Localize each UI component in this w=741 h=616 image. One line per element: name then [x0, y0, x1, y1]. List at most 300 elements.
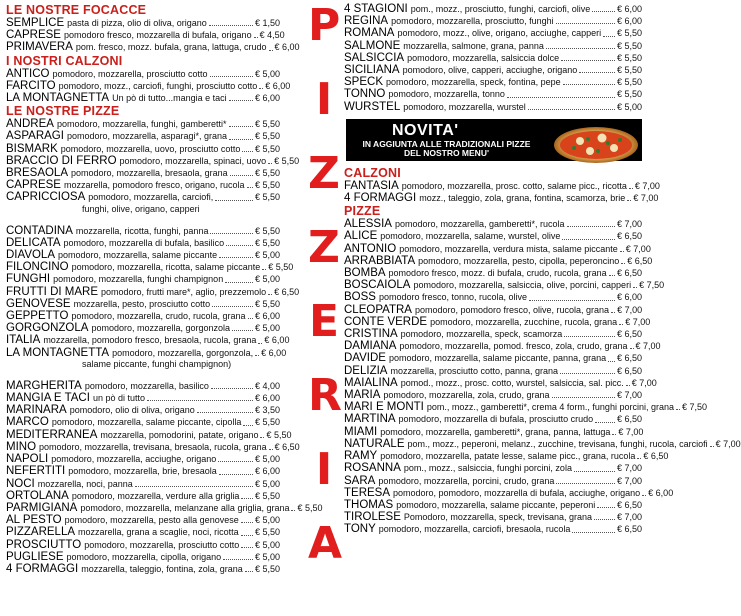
item-name: TIROLESE: [344, 511, 401, 524]
menu-item: [6, 440, 300, 453]
dot-leader: [291, 510, 295, 511]
menu-item: [6, 79, 291, 92]
dot-leader: [529, 300, 615, 301]
item-name: CLEOPATRA: [344, 303, 412, 316]
menu-item: [344, 450, 669, 463]
menu-item: [6, 392, 280, 404]
menu-item: [344, 475, 642, 487]
item-description: pomodoro, mozz., carciofi, funghi, prosciutto cotto: [58, 80, 258, 91]
item-name: CAPRESE: [6, 179, 61, 192]
item-price: € 5,50: [254, 131, 280, 142]
menu-item: [344, 315, 651, 328]
item-price: € 6,00: [254, 393, 280, 404]
item-name: BRACCIO DI FERRO: [6, 154, 117, 167]
menu-item: [344, 413, 642, 425]
item-description: pomodoro, mozzarella, tonno: [388, 89, 505, 100]
item-price: € 5,50: [254, 490, 280, 501]
dot-leader: [626, 385, 630, 386]
item-description: pomodoro, mozzarella, verdura mista, salame piccante: [399, 243, 618, 254]
item-name: AL PESTO: [6, 514, 62, 527]
dot-leader: [710, 446, 714, 447]
item-description: pomodoro, mozzarella, salame, wurstel, olive: [380, 231, 561, 242]
dot-leader: [242, 151, 253, 152]
item-price: € 5,50: [616, 28, 642, 39]
dot-leader: [556, 23, 615, 24]
dot-leader: [210, 76, 253, 77]
dot-leader: [637, 458, 641, 459]
menu-item: [6, 191, 280, 203]
menu-item: [6, 130, 280, 142]
menu-item: [6, 334, 290, 347]
item-name: NOCI: [6, 477, 35, 490]
item-price: € 7,00: [715, 438, 741, 449]
dot-leader: [210, 233, 253, 234]
item-name: BOSCAIOLA: [344, 279, 411, 292]
item-name: DAMIANA: [344, 340, 397, 353]
item-description: pomodoro, mozzarella, salame piccante: [58, 250, 218, 261]
menu-item: [344, 52, 642, 64]
novita-banner: [346, 119, 642, 161]
item-name: PIZZARELLA: [6, 526, 76, 539]
item-name: ORTOLANA: [6, 489, 69, 502]
menu-item: [344, 499, 642, 511]
menu-item: [6, 563, 280, 575]
item-price: € 5,50: [297, 502, 323, 513]
menu-item: [344, 279, 665, 292]
item-name: MARIA: [344, 389, 381, 402]
item-description: pom., mozz., gamberetti*, crema 4 form., funghi porcini, grana: [426, 402, 674, 413]
item-description: pomodoro, mozzarella, gorgonzola,: [112, 347, 254, 358]
item-description: pomodoro, olive, capperi, acciughe, origano: [402, 65, 578, 76]
item-price: € 5,50: [616, 52, 642, 63]
item-price: € 6,00: [616, 4, 642, 14]
menu-item: [6, 346, 287, 359]
item-description: pomodoro, mozzarella, salame piccante, peperoni: [396, 499, 596, 510]
item-name: LA MONTAGNETTA: [6, 346, 110, 359]
menu-item: [6, 29, 285, 42]
menu-item: [344, 192, 659, 205]
menu-item: [6, 514, 280, 526]
item-description: pomodoro, mozzarella, patate lesse, salame picc., grana, rucola: [380, 451, 636, 462]
focacce-list: [6, 17, 300, 54]
item-description: un pò di tutto: [92, 393, 145, 404]
item-description: Pomodoro, mozzarella, speck, trevisana, grana: [403, 512, 592, 523]
dot-leader: [219, 474, 253, 475]
item-description: pomodoro, mozzarella, salame piccante, cipolla: [51, 417, 242, 428]
item-description: Un pò di tutto...mangia e taci: [112, 93, 227, 104]
item-name: MARTINA: [344, 413, 396, 426]
item-description: pomodoro, mozz., olive, origano, acciughe, capperi: [397, 28, 602, 39]
item-description: pomodoro, pomodoro, mozzarella di bufala, acciughe, origano: [393, 487, 641, 498]
item-description: mozzarella, grana a scaglie, noci, ricotta: [78, 527, 239, 538]
item-description: mozzarella, prosciutto cotto, panna, grana: [390, 365, 559, 376]
item-name: DAVIDE: [344, 352, 386, 365]
dot-leader: [229, 139, 253, 140]
item-name: BISMARK: [6, 142, 58, 155]
dot-leader: [629, 188, 633, 189]
item-description-continued: funghi, olive, origano, capperi: [82, 203, 200, 214]
item-price: € 5,50: [254, 563, 280, 574]
menu-item: [6, 167, 280, 179]
item-name: ANTICO: [6, 67, 50, 80]
item-price: € 1,50: [254, 18, 280, 28]
item-price: € 6,00: [264, 335, 290, 346]
vertical-letter: Z: [308, 148, 340, 199]
item-price: € 7,00: [631, 377, 657, 388]
menu-item: [6, 322, 280, 334]
item-price: € 6,00: [261, 347, 287, 358]
item-description: pom. fresco, mozz. bufala, grana, lattuga, crudo: [75, 42, 267, 53]
item-description: pomodoro, mozzarella, gorgonzola: [91, 323, 231, 334]
item-price: € 5,00: [254, 539, 280, 550]
item-description: pomodoro, mozzarella di bufala, basilico: [63, 237, 225, 248]
item-price: € 7,00: [616, 512, 642, 523]
item-description: pomodoro, mozzarella, bresaola, grana: [71, 168, 228, 179]
item-price: € 5,00: [254, 250, 280, 261]
item-description: pomodoro, mozzarella di bufala, prosciutto crudo: [398, 414, 594, 425]
item-price: € 5,50: [254, 527, 280, 538]
dot-leader: [255, 355, 259, 356]
section-title-pizze: LE NOSTRE PIZZE: [6, 104, 120, 119]
item-price: € 5,00: [254, 274, 280, 285]
item-price: € 6,00: [254, 466, 280, 477]
item-name: FANTASIA: [344, 179, 399, 192]
dot-leader: [595, 422, 615, 423]
item-description: pomodoro, mozzarella, carciofi,: [88, 192, 214, 203]
item-name: MARINARA: [6, 404, 67, 417]
section-title-focacce: LE NOSTRE FOCACCE: [6, 3, 147, 17]
vertical-letter: E: [308, 296, 340, 347]
menu-item: [6, 380, 280, 392]
menu-item: [344, 76, 642, 88]
item-name: MAIALINA: [344, 376, 398, 389]
item-description: pomodoro, mozzarella, pesto alla genovese: [64, 515, 239, 526]
item-name: PUGLIESE: [6, 550, 64, 563]
dot-leader: [241, 522, 253, 523]
item-name: PARMIGIANA: [6, 501, 78, 514]
item-description: pomodoro, mozzarella, crudo, rucola, grana: [71, 311, 246, 322]
item-description: pomod., mozz., prosc. cotto, wurstel, salsiccia, sal. picc.: [400, 377, 624, 388]
item-price: € 7,00: [616, 390, 642, 401]
vertical-letter: P: [308, 0, 341, 51]
dot-leader: [269, 449, 273, 450]
item-description: mozzarella, pomodoro fresco, origano, rucola: [63, 180, 245, 191]
dot-leader: [627, 200, 631, 201]
menu-item: [344, 267, 642, 279]
item-price: € 6,50: [274, 286, 300, 297]
dot-leader: [630, 348, 634, 349]
item-name: NATURALE: [344, 437, 405, 450]
item-price: € 5,50: [254, 225, 280, 236]
menu-item: [344, 523, 642, 535]
menu-item: [344, 352, 642, 364]
menu-item: [344, 340, 661, 353]
item-name: SALMONE: [344, 39, 401, 52]
item-price: € 6,00: [616, 292, 642, 303]
item-description: pomodoro, mozzarella, trevisana, bresaola, rucola, grana: [39, 441, 267, 452]
spacer: [6, 215, 280, 225]
menu-item: [344, 179, 660, 192]
item-price: € 5,50: [254, 237, 280, 248]
item-description: pomodoro, mozzarella, acciughe, origano: [51, 454, 217, 465]
vertical-title-pizzeria: [300, 0, 344, 614]
dot-leader: [560, 373, 615, 374]
item-description: pomodoro, mozzarella, prosciutto cotto: [84, 539, 240, 550]
dot-leader: [219, 257, 253, 258]
menu-item: [6, 501, 323, 514]
item-description: pomodoro, mozzarella, pomod. fresco, zola, crudo, grana: [399, 341, 628, 352]
item-price: € 6,00: [265, 80, 291, 91]
item-name: CRISTINA: [344, 328, 398, 341]
item-name: ROSANNA: [344, 462, 401, 475]
item-price: € 5,50: [254, 417, 280, 428]
item-price: € 5,50: [268, 262, 294, 273]
item-description: pomodoro, mozzarella, zola, crudo, grana: [383, 390, 550, 401]
dot-leader: [507, 97, 615, 98]
menu-item: [6, 453, 280, 465]
dot-leader: [215, 200, 253, 201]
item-name: CONTADINA: [6, 224, 73, 237]
dot-leader: [212, 306, 253, 307]
item-description: pomodoro, mozzarella, salame piccante, panna, grana: [388, 353, 607, 364]
item-name: SALSICCIA: [344, 51, 405, 64]
item-name: SPECK: [344, 76, 383, 89]
menu-item: [6, 298, 280, 310]
spacer: [6, 370, 280, 380]
dot-leader: [528, 109, 615, 110]
item-price: € 5,00: [254, 551, 280, 562]
item-description: pomodoro, mozzarella, carciofi, bresaola, rucola: [378, 524, 571, 535]
item-price: € 5,00: [616, 101, 642, 112]
item-name: FARCITO: [6, 79, 56, 92]
item-price: € 5,50: [616, 89, 642, 100]
item-description: pomodoro, mozzarella, gamberetti*, rucola: [394, 219, 565, 230]
menu-item: [6, 404, 280, 416]
dot-leader: [243, 425, 253, 426]
item-name: FILONCINO: [6, 261, 69, 274]
menu-item: [344, 437, 741, 450]
item-description: mozz., taleggio, zola, grana, fontina, scamorza, brie: [419, 193, 626, 204]
item-name: BOMBA: [344, 267, 386, 280]
dot-leader: [676, 409, 680, 410]
item-description: pomodoro, mozzarella, ricotta, salame piccante: [71, 262, 261, 273]
dot-leader: [241, 535, 253, 536]
menu-item: [344, 64, 642, 76]
item-price: € 7,00: [616, 463, 642, 474]
item-description: pomodoro, mozzarella, basilico: [84, 380, 209, 391]
menu-item: [344, 486, 674, 499]
item-description: pomodoro, mozzarella, porcini, crudo, grana: [378, 475, 555, 486]
item-description: pomodoro, mozzarella, asparagi*, grana: [66, 131, 228, 142]
dot-leader: [603, 36, 615, 37]
item-price: € 5,50: [254, 119, 280, 130]
banner-subtitle: IN AGGIUNTA ALLE TRADIZIONALI PIZZE DEL NOSTRO MENU': [362, 138, 531, 159]
dot-leader: [612, 434, 616, 435]
item-price: € 5,50: [266, 429, 292, 440]
item-name: ITALIA: [6, 334, 41, 347]
item-name: ASPARAGI: [6, 130, 64, 143]
dot-leader: [561, 60, 615, 61]
item-name: ARRABBIATA: [344, 254, 416, 267]
item-name: GORGONZOLA: [6, 322, 89, 335]
dot-leader: [209, 25, 253, 26]
menu-item: [344, 462, 642, 474]
dot-leader: [245, 571, 253, 572]
item-name: SICILIANA: [344, 64, 400, 77]
item-description: pomodoro, mozzarella, salsiccia dolce: [407, 52, 560, 63]
menu-item: [6, 261, 294, 274]
menu-item: [344, 401, 708, 414]
menu-item: [344, 242, 651, 255]
item-description: pomodoro, pomodoro fresco, olive, rucola, grana: [414, 304, 610, 315]
item-description: pomodoro, olio di oliva, origano: [69, 405, 195, 416]
dot-leader: [608, 361, 615, 362]
menu-item: [344, 376, 657, 389]
banner-title: NOVITA': [392, 121, 459, 139]
dot-leader: [229, 100, 253, 101]
item-description-continued: salame piccante, funghi champignon): [82, 358, 232, 369]
dot-leader: [260, 437, 264, 438]
dot-leader: [564, 336, 615, 337]
menu-item: [6, 428, 292, 441]
item-price: € 5,00: [254, 454, 280, 465]
item-price: € 5,50: [254, 298, 280, 309]
dot-leader: [611, 312, 615, 313]
menu-item: [6, 310, 280, 322]
item-price: € 3,50: [254, 405, 280, 416]
vertical-letter: Z: [308, 222, 340, 273]
item-name: ROMANA: [344, 27, 395, 40]
menu-item: [6, 249, 280, 261]
menu-item: [344, 254, 653, 267]
item-name: CAPRESE: [6, 29, 61, 42]
item-name: SARA: [344, 474, 376, 487]
item-name: FUNGHI: [6, 273, 51, 286]
item-price: € 6,00: [254, 93, 280, 104]
item-price: € 6,00: [274, 42, 300, 53]
item-description: mozzarella, pomodorini, patate, origano: [100, 429, 259, 440]
item-description: pomodoro, mozzarella, gamberetti*, grana, panna, lattuga: [380, 426, 611, 437]
item-price: € 5,00: [254, 478, 280, 489]
item-name: REGINA: [344, 15, 389, 28]
dot-leader: [268, 294, 272, 295]
item-name: MIAMI: [344, 425, 378, 438]
menu-item: [344, 291, 642, 303]
item-description: pomodoro, mozzarella, zucchine, rucola, grana: [430, 316, 618, 327]
item-description: pasta di pizza, olio di oliva, origano: [67, 18, 207, 28]
menu-item: [344, 40, 642, 52]
vertical-letter: A: [308, 518, 343, 569]
dot-leader: [241, 498, 253, 499]
item-description: mozzarella, pomodoro fresco, bresaola, rucola, grana: [43, 335, 257, 346]
menu-item: [344, 101, 642, 113]
item-price: € 6,00: [616, 16, 642, 27]
item-name: FRUTTI DI MARE: [6, 285, 98, 298]
pizze-list-top: [344, 3, 642, 113]
item-name: MEDITERRANEA: [6, 428, 98, 441]
item-price: € 7,00: [618, 426, 644, 437]
item-description: pomodoro, mozzarella, funghi, gamberetti*: [56, 119, 227, 130]
pizze-list-a: [6, 118, 300, 214]
item-price: € 7,00: [616, 475, 642, 486]
item-name: DIAVOLA: [6, 249, 55, 262]
item-price: € 6,50: [616, 499, 642, 510]
dot-leader: [633, 287, 637, 288]
dot-leader: [621, 263, 625, 264]
menu-item: [6, 273, 280, 285]
item-name: BRESAOLA: [6, 167, 68, 180]
item-price: € 6,50: [616, 231, 642, 242]
item-name: MARGHERITA: [6, 379, 82, 392]
item-price: € 6,50: [643, 451, 669, 462]
item-name: GEPPETTO: [6, 310, 69, 323]
vertical-letter: R: [308, 370, 342, 421]
dot-leader: [223, 559, 253, 560]
dot-leader: [597, 507, 615, 508]
item-price: € 7,00: [634, 180, 660, 191]
menu-item: [6, 539, 280, 551]
dot-leader: [247, 187, 253, 188]
dot-leader: [262, 269, 266, 270]
menu-item: [344, 511, 642, 523]
item-name: ALESSIA: [344, 218, 392, 231]
item-description: mozzarella, pesto, prosciutto cotto: [73, 298, 211, 309]
dot-leader: [619, 324, 623, 325]
item-description: pomodoro, mozzarella, speck, scamorza: [400, 329, 563, 340]
item-description: pomodoro, mozzarella, verdure alla griglia: [71, 490, 240, 501]
item-price: € 7,00: [625, 316, 651, 327]
menu-item: [6, 551, 280, 563]
dot-leader: [579, 72, 615, 73]
item-name: MANGIA E TACI: [6, 392, 90, 405]
item-description: pomodoro, mozzarella, pesto, cipolla, peperoncino: [418, 255, 620, 266]
item-name: MARCO: [6, 416, 49, 429]
dot-leader: [197, 412, 253, 413]
menu-item: [6, 416, 280, 428]
item-description: pomodoro, mozzarella, spinaci, uovo: [119, 155, 267, 166]
item-price: € 6,50: [616, 353, 642, 364]
menu-item: [6, 285, 300, 298]
item-price: € 5,50: [616, 65, 642, 76]
item-price: € 7,00: [616, 219, 642, 230]
menu-item: [344, 218, 642, 230]
item-price: € 5,00: [254, 68, 280, 79]
item-name: GENOVESE: [6, 297, 71, 310]
menu-item: [6, 154, 300, 167]
menu-item: [344, 3, 642, 15]
item-description: pom., mozz., peperoni, melanz., zucchine, trevisana, funghi, rucola, carciofi: [407, 438, 708, 449]
item-description: pomodoro, frutti mare*, aglio, prezzemolo: [101, 286, 267, 297]
dot-leader: [642, 495, 646, 496]
item-name: THOMAS: [344, 498, 394, 511]
menu-item: [6, 237, 280, 249]
dot-leader: [567, 226, 615, 227]
menu-item: [6, 68, 280, 80]
dot-leader: [147, 400, 253, 401]
item-description: pomodoro, mozzarella, speck, fontina, pepe: [386, 77, 561, 88]
item-price: € 7,00: [633, 193, 659, 204]
dot-leader: [135, 486, 253, 487]
calzoni-list: [6, 67, 291, 105]
item-price: € 6,50: [616, 365, 642, 376]
item-price: € 4,50: [259, 30, 285, 41]
menu-item: [6, 478, 280, 490]
dot-leader: [218, 461, 253, 462]
dot-leader: [259, 88, 263, 89]
item-name: PROSCIUTTO: [6, 538, 82, 551]
item-description: pomodoro, mozzarella, brie, bresaola: [68, 466, 217, 477]
item-name: DELIZIA: [344, 364, 388, 377]
